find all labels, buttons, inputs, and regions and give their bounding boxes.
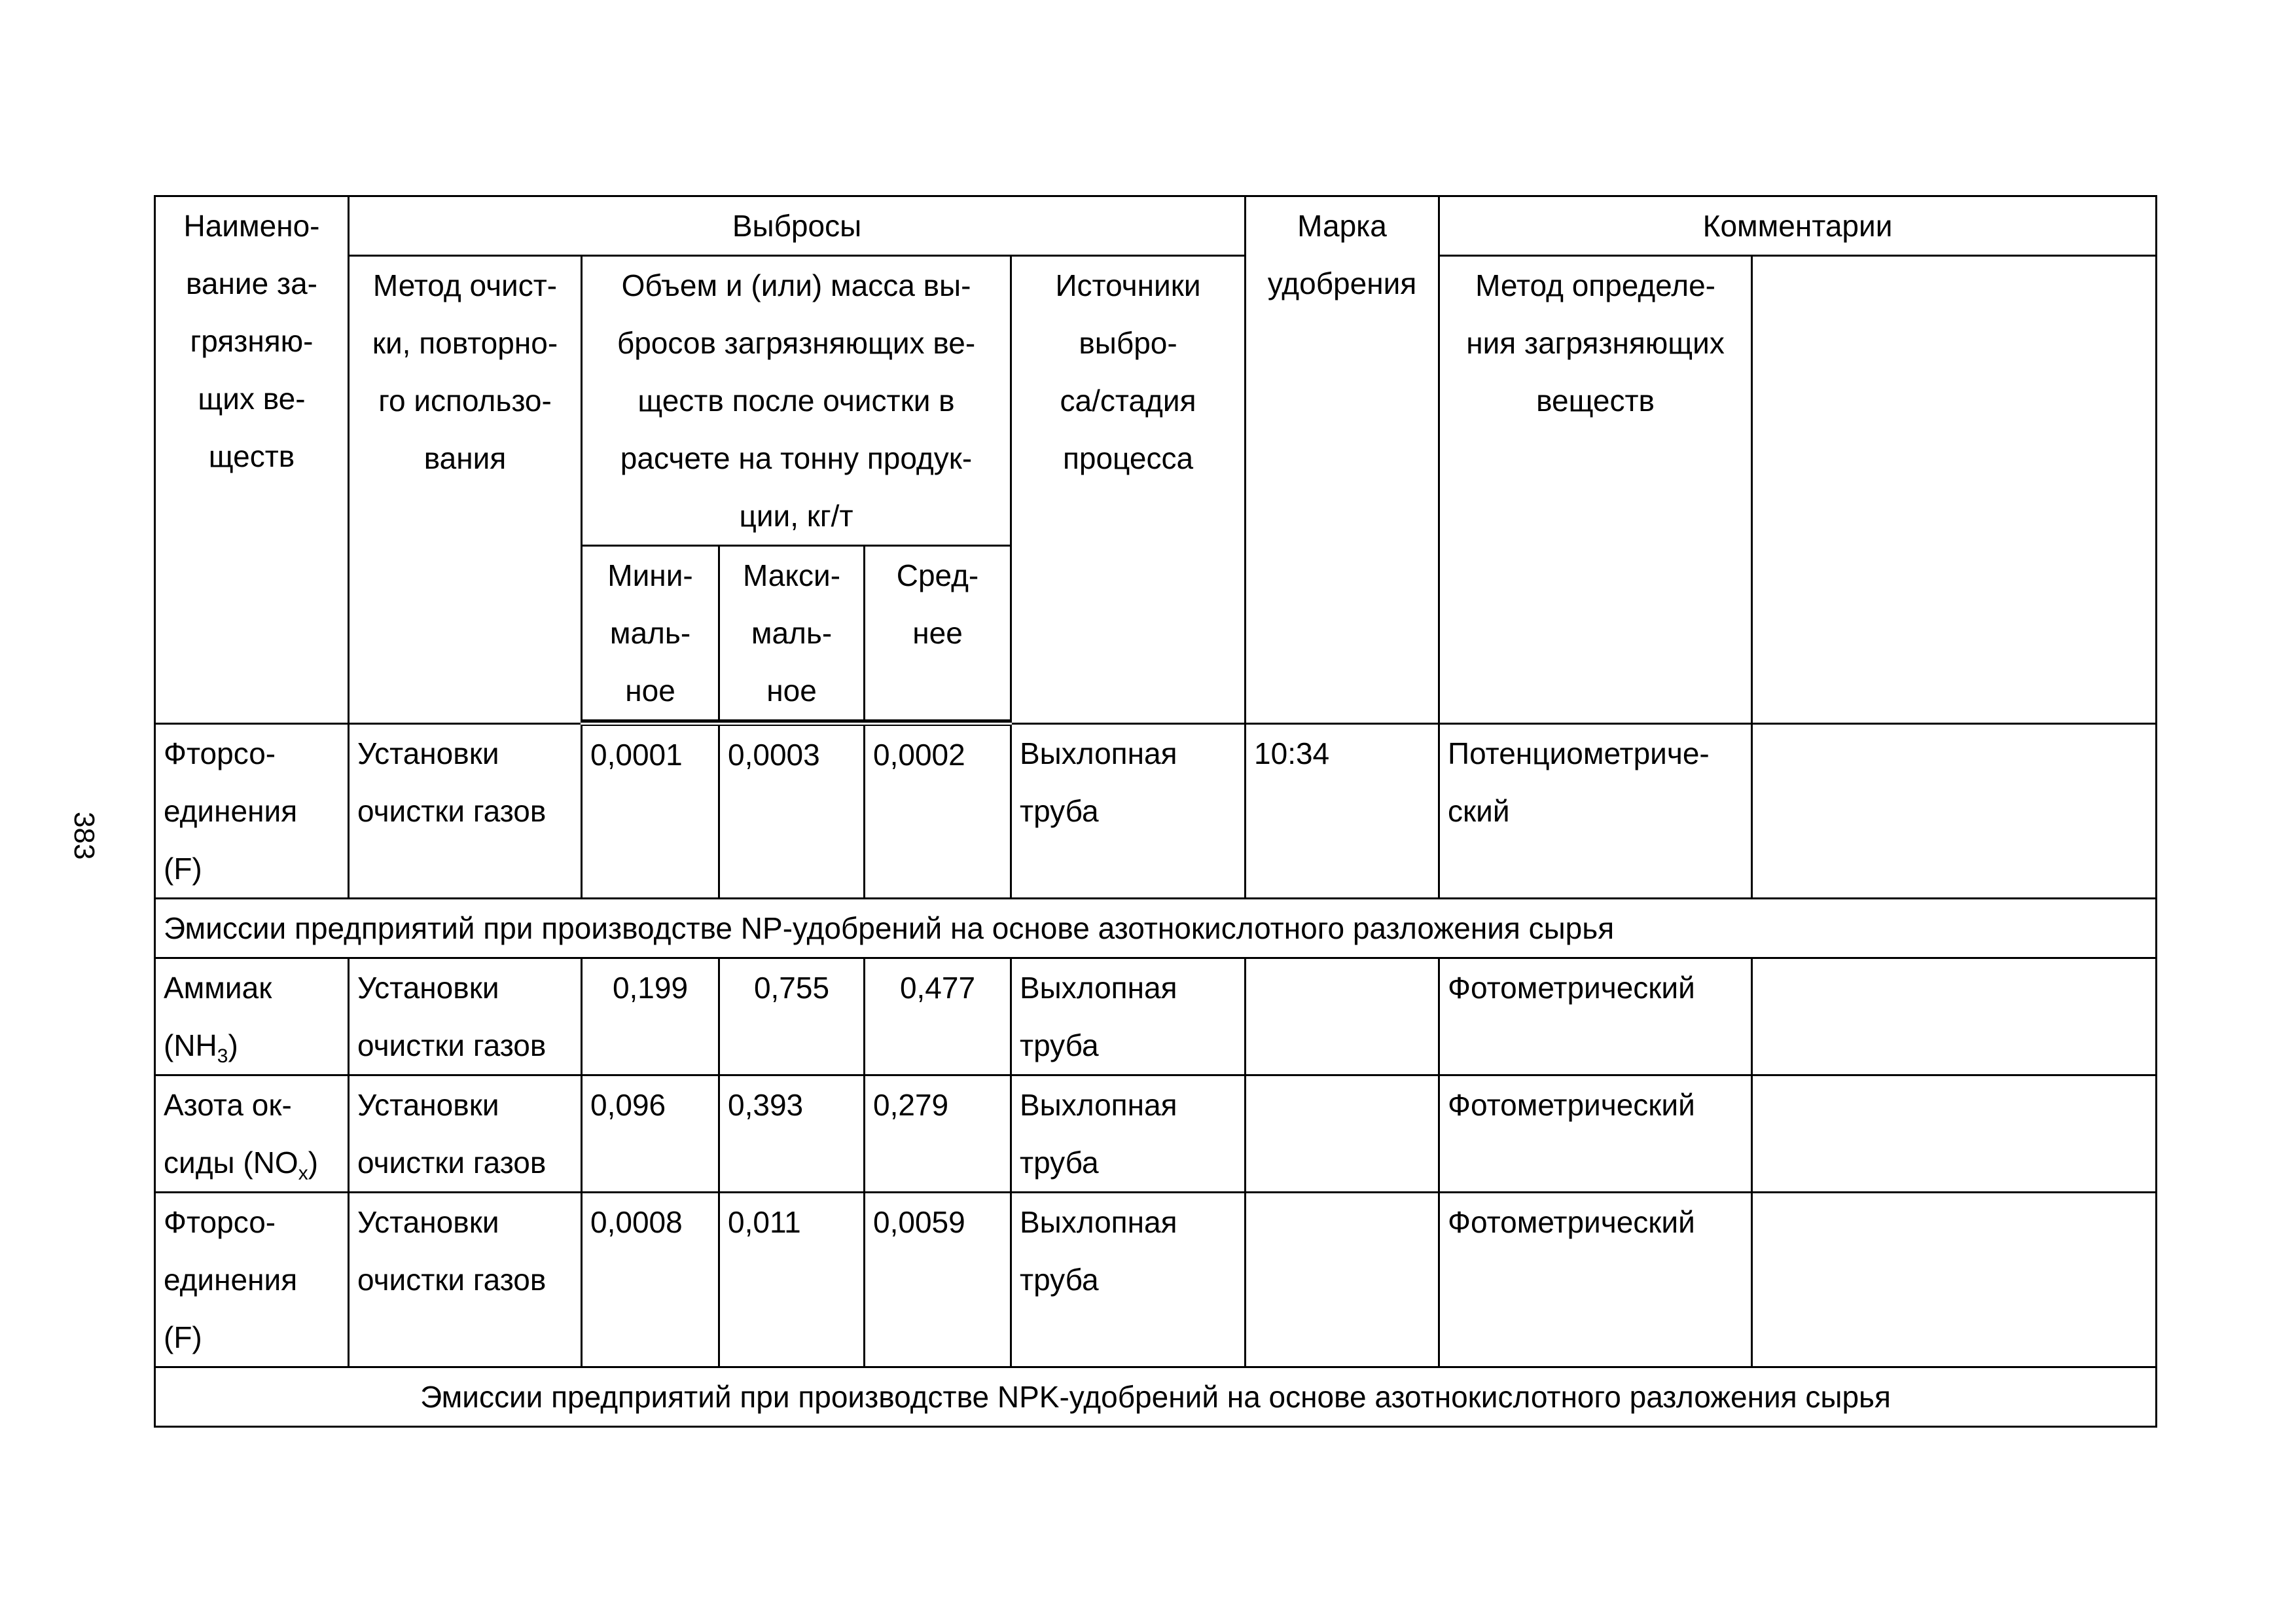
fertilizer-grade-cell: 10:34 (1246, 724, 1439, 899)
maximum-cell: 0,0003 (719, 724, 865, 899)
header-fertilizer-grade: Марка удобрения (1246, 196, 1439, 724)
ammonia-subscript: 3 (217, 1045, 228, 1068)
header-pollutant-name: Наимено- вание за- грязняю- щих ве- ществ (155, 196, 349, 724)
maximum-cell: 0,393 (719, 1075, 865, 1193)
pollutant-name-cell: Фторсо- единения (F) (155, 1193, 349, 1367)
cleaning-method-cell: Установки очистки газов (349, 958, 582, 1075)
pollutant-name-cell: Фторсо- единения (F) (155, 724, 349, 899)
emission-source-cell: Выхлопная труба (1011, 958, 1246, 1075)
fertilizer-grade-cell (1246, 958, 1439, 1075)
pollutant-name-cell (155, 958, 349, 1075)
comment-cell (1752, 1193, 2157, 1367)
page-number: 383 (68, 812, 100, 860)
average-cell: 0,477 (865, 958, 1011, 1075)
header-emissions: Выбросы (349, 196, 1246, 256)
section-title-np: Эмиссии предприятий при производстве NP-удобрений на основе азотнокислотного разложения сырья (155, 899, 2157, 958)
header-maximum: Макси- маль- ное (719, 546, 865, 721)
section-row-npk (155, 1367, 2157, 1427)
emission-source-cell: Выхлопная труба (1011, 724, 1246, 899)
determination-method-cell: Фотометрический (1439, 1075, 1752, 1193)
header-row-2 (155, 256, 2157, 546)
comment-cell (1752, 724, 2157, 899)
header-row-1 (155, 196, 2157, 256)
determination-method-cell: Фотометрический (1439, 1193, 1752, 1367)
determination-method-cell: Потенциометриче- ский (1439, 724, 1752, 899)
minimum-cell: 0,0001 (582, 724, 719, 899)
cleaning-method-cell: Установки очистки газов (349, 1075, 582, 1193)
comment-cell (1752, 1075, 2157, 1193)
table-row (155, 724, 2157, 899)
header-comment-empty (1752, 256, 2157, 724)
average-cell: 0,0059 (865, 1193, 1011, 1367)
header-minimum: Мини- маль- ное (582, 546, 719, 721)
average-cell: 0,279 (865, 1075, 1011, 1193)
emissions-table (154, 195, 2157, 1428)
section-title-npk: Эмиссии предприятий при производстве NPK-удобрений на основе азотнокислотного разложения сырья (155, 1367, 2157, 1427)
pollutant-name-cell (155, 1075, 349, 1193)
cleaning-method-cell: Установки очистки газов (349, 1193, 582, 1367)
cleaning-method-cell: Установки очистки газов (349, 724, 582, 899)
header-volume-mass: Объем и (или) масса вы- бросов загрязняющих ве- ществ после очистки в расчете на тонну продук- ции, кг/т (582, 256, 1011, 546)
determination-method-cell: Фотометрический (1439, 958, 1752, 1075)
comment-cell (1752, 958, 2157, 1075)
minimum-cell: 0,096 (582, 1075, 719, 1193)
minimum-cell: 0,199 (582, 958, 719, 1075)
maximum-cell: 0,755 (719, 958, 865, 1075)
fertilizer-grade-cell (1246, 1193, 1439, 1367)
table-row (155, 958, 2157, 1075)
maximum-cell: 0,011 (719, 1193, 865, 1367)
header-determination-method: Метод определе- ния загрязняющих веществ (1439, 256, 1752, 724)
nitrogen-oxides-name-end: ) (308, 1146, 319, 1180)
table-row (155, 1075, 2157, 1193)
emission-source-cell: Выхлопная труба (1011, 1075, 1246, 1193)
nitrogen-oxides-name: Азота ок- сиды (NO (164, 1088, 298, 1180)
ammonia-name-end: ) (228, 1028, 238, 1062)
nitrogen-oxides-subscript: x (298, 1163, 308, 1185)
header-comments: Комментарии (1439, 196, 2157, 256)
section-row-np (155, 899, 2157, 958)
header-emission-sources: Источники выбро- са/стадия процесса (1011, 256, 1246, 724)
minimum-cell: 0,0008 (582, 1193, 719, 1367)
emission-source-cell: Выхлопная труба (1011, 1193, 1246, 1367)
average-cell: 0,0002 (865, 724, 1011, 899)
fertilizer-grade-cell (1246, 1075, 1439, 1193)
ammonia-name: Аммиак (NH (164, 971, 272, 1062)
header-cleaning-method: Метод очист- ки, повторно- го использо- вания (349, 256, 582, 724)
header-average: Сред- нее (865, 546, 1011, 721)
table-row (155, 1193, 2157, 1367)
